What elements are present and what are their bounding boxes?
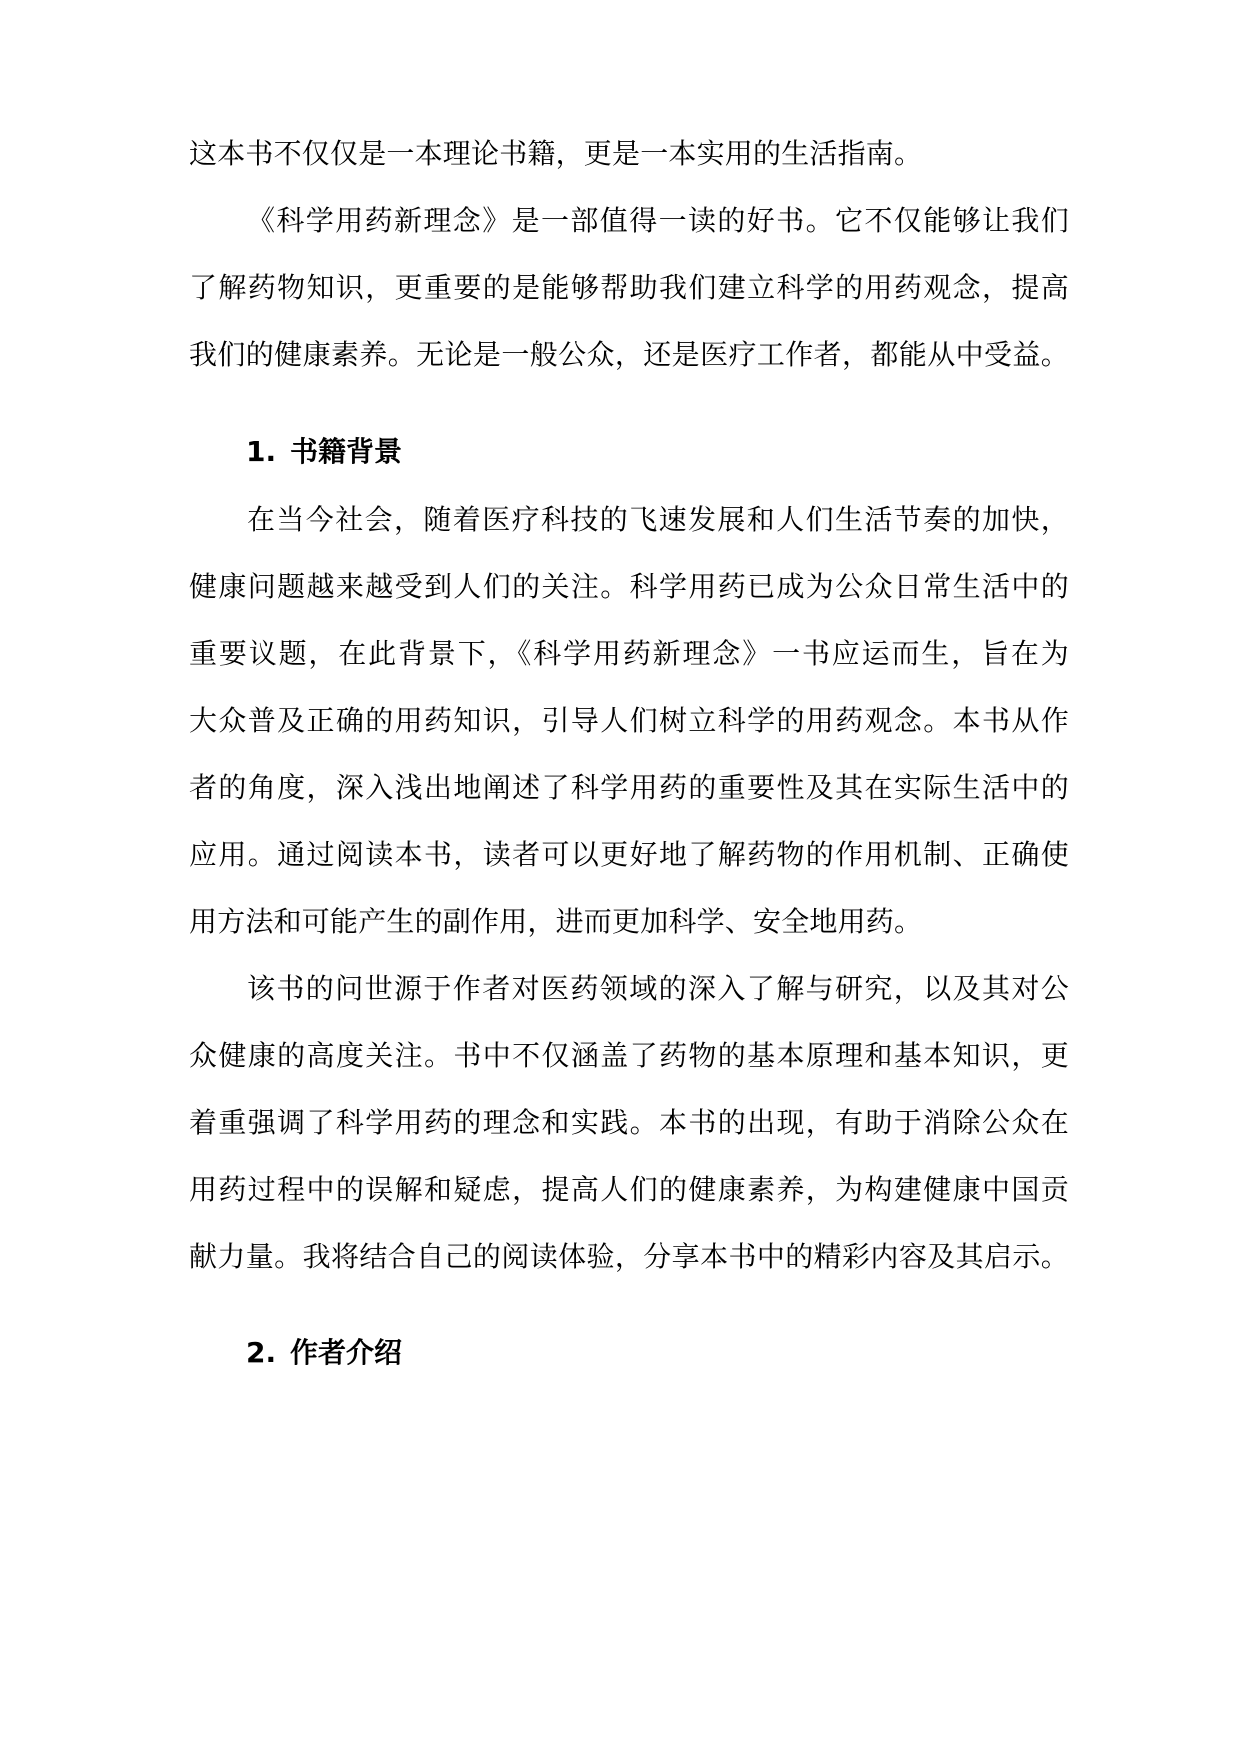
section-title: 作者介绍	[290, 1336, 403, 1369]
section-number: 2.	[246, 1336, 277, 1369]
text-line: 了解药物知识，更重要的是能够帮助我们建立科学的用药观念，提高	[189, 271, 1069, 304]
text-line: 我们的健康素养。无论是一般公众，还是医疗工作者，都能从中受益。	[189, 338, 1069, 371]
text-line: 《科学用药新理念》是一部值得一读的好书。它不仅能够让我们	[247, 204, 1069, 237]
text-line: 着重强调了科学用药的理念和实践。本书的出现，有助于消除公众在	[189, 1106, 1069, 1139]
text-line: 健康问题越来越受到人们的关注。科学用药已成为公众日常生活中的	[189, 570, 1069, 603]
text-line: 这本书不仅仅是一本理论书籍，更是一本实用的生活指南。	[189, 137, 923, 170]
text-line: 在当今社会，随着医疗科技的飞速发展和人们生活节奏的加快，	[247, 503, 1069, 536]
text-line: 献力量。我将结合自己的阅读体验，分享本书中的精彩内容及其启示。	[189, 1240, 1069, 1273]
text-line: 用药过程中的误解和疑虑，提高人们的健康素养，为构建健康中国贡	[189, 1173, 1069, 1206]
section-heading	[246, 432, 402, 472]
text-line: 重要议题，在此背景下，《科学用药新理念》一书应运而生，旨在为	[189, 637, 1069, 670]
section-heading	[246, 1333, 402, 1373]
section-title: 书籍背景	[290, 435, 403, 468]
text-line: 众健康的高度关注。书中不仅涵盖了药物的基本原理和基本知识，更	[189, 1039, 1069, 1072]
text-line: 大众普及正确的用药知识，引导人们树立科学的用药观念。本书从作	[189, 704, 1069, 737]
text-line: 该书的问世源于作者对医药领域的深入了解与研究，以及其对公	[247, 972, 1069, 1005]
section-number: 1.	[246, 435, 277, 468]
text-line: 用方法和可能产生的副作用，进而更加科学、安全地用药。	[189, 905, 923, 938]
text-line: 者的角度，深入浅出地阐述了科学用药的重要性及其在实际生活中的	[189, 771, 1069, 804]
text-line: 应用。通过阅读本书，读者可以更好地了解药物的作用机制、正确使	[189, 838, 1069, 871]
